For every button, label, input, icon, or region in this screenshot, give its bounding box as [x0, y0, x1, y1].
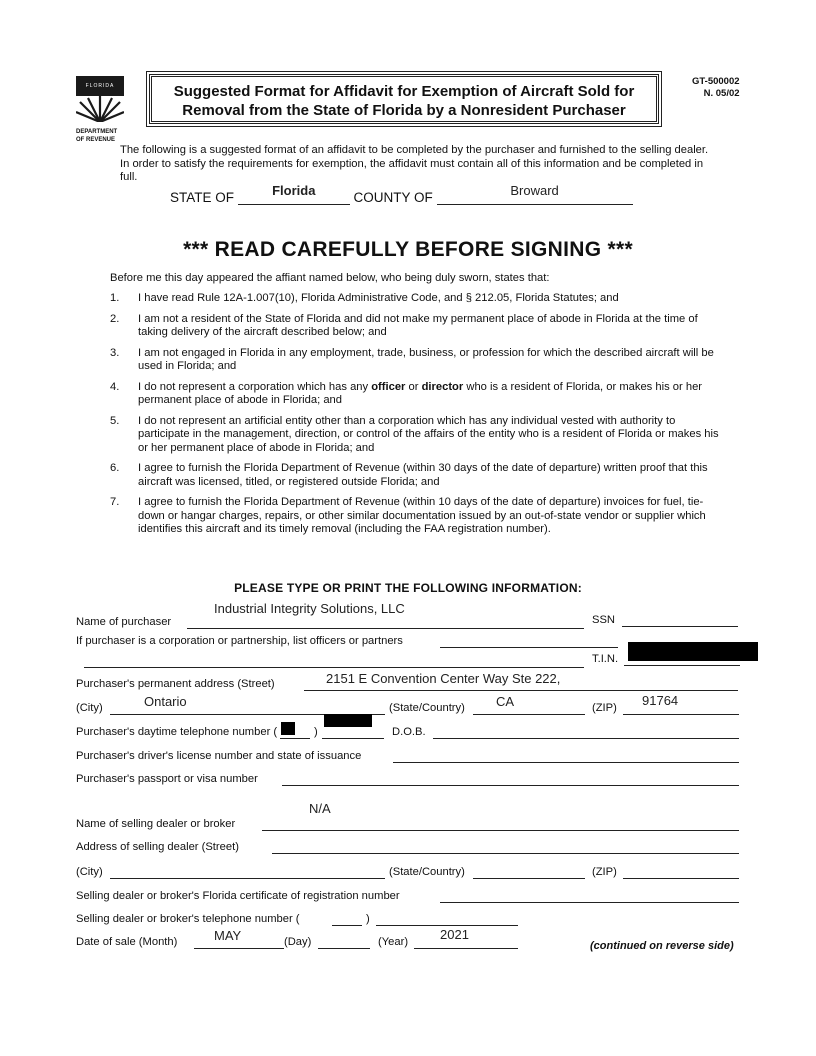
- state-county-row: [170, 183, 633, 205]
- purchaser-phone-field[interactable]: [322, 738, 384, 739]
- sworn-statement-intro: Before me this day appeared the affiant named below, who being duly sworn, states that:: [110, 272, 550, 284]
- passport-field[interactable]: [282, 785, 739, 786]
- dob-label: D.O.B.: [392, 726, 426, 738]
- dob-field[interactable]: [433, 738, 739, 739]
- logo-dept-line2: OF REVENUE: [76, 137, 116, 143]
- item-number: 3.: [110, 346, 120, 359]
- affidavit-item: [110, 292, 730, 306]
- purchaser-address-label: Purchaser's permanent address (Street): [76, 678, 275, 690]
- dealer-address-field[interactable]: [272, 853, 739, 854]
- dealer-state-country-field[interactable]: [473, 878, 585, 879]
- dealer-address-label: Address of selling dealer (Street): [76, 841, 239, 853]
- dealer-phone-area-field[interactable]: [332, 925, 362, 926]
- item-number: 1.: [110, 292, 120, 304]
- continued-note: (continued on reverse side): [590, 940, 734, 952]
- purchaser-state-country-label: (State/Country): [389, 702, 465, 714]
- affidavit-item: [110, 462, 730, 489]
- officers-field[interactable]: [440, 647, 618, 648]
- dor-logo: [76, 76, 126, 144]
- title-line-1: Suggested Format for Affidavit for Exemption of Aircraft Sold for: [173, 83, 635, 100]
- intro-text: The following is a suggested format of an affidavit to be completed by the purchaser and furnished to the selling dealer. In order to satisfy the requirements for exemption, the affidavit must contain all of this information and be completed in full.: [120, 144, 709, 183]
- dealer-phone-close-paren: ): [366, 913, 370, 925]
- dealer-phone-label: Selling dealer or broker's telephone number (: [76, 913, 300, 925]
- purchaser-address-value: 2151 E Convention Center Way Ste 222,: [326, 671, 561, 686]
- item-number: 6.: [110, 462, 120, 474]
- date-month-field[interactable]: [194, 948, 284, 949]
- state-label: STATE OF: [170, 190, 234, 205]
- form-number: GT-500002: [692, 76, 740, 87]
- purchaser-city-label: (City): [76, 702, 103, 714]
- sunburst-icon: [76, 96, 124, 122]
- dealer-name-field[interactable]: [262, 830, 739, 831]
- dealer-state-country-label: (State/Country): [389, 866, 465, 878]
- officers-field-2[interactable]: [84, 667, 584, 668]
- purchaser-state-country-field[interactable]: [473, 714, 585, 715]
- title-line-2: Removal from the State of Florida by a Nonresident Purchaser: [182, 102, 626, 119]
- item-number: 7.: [110, 496, 120, 508]
- dealer-zip-field[interactable]: [623, 878, 739, 879]
- dealer-city-label: (City): [76, 866, 103, 878]
- dealer-zip-label: (ZIP): [592, 866, 617, 878]
- county-value: Broward: [510, 183, 559, 198]
- form-revision: N. 05/02: [703, 88, 740, 99]
- date-year-value: 2021: [440, 927, 469, 942]
- form-number-block: [692, 76, 740, 100]
- affidavit-item: [110, 381, 730, 408]
- purchaser-state-country-value: CA: [496, 694, 515, 709]
- item-text: I agree to furnish the Florida Department of Revenue (within 30 days of the date of departure) written proof that this aircraft was licensed, titled, or registered outside Florida; and: [138, 462, 708, 488]
- item-number: 4.: [110, 380, 120, 393]
- phone-number-redaction: [324, 714, 372, 727]
- item-number: 5.: [110, 414, 120, 427]
- ssn-field[interactable]: [622, 626, 738, 627]
- purchaser-zip-value: 91764: [642, 693, 679, 708]
- affidavit-item: [110, 415, 730, 456]
- dealer-cert-label: Selling dealer or broker's Florida certificate of registration number: [76, 890, 400, 902]
- passport-label: Purchaser's passport or visa number: [76, 773, 258, 785]
- item-text: I do not represent an artificial entity other than a corporation which has any individual vested with authority to participate in the management, direction, or control of the affairs of the entity who is a resident of Florida or makes his or her permanent place of abode in Florida; and: [138, 414, 719, 454]
- purchaser-city-value: Ontario: [144, 694, 187, 709]
- state-field[interactable]: [238, 183, 350, 205]
- read-carefully-heading: *** READ CAREFULLY BEFORE SIGNING ***: [183, 238, 633, 261]
- purchaser-name-value: Industrial Integrity Solutions, LLC: [214, 601, 405, 616]
- logo-florida-text: FLORIDA: [76, 76, 124, 96]
- item-text: I agree to furnish the Florida Department of Revenue (within 10 days of the date of departure) invoices for fuel, tie-down or hangar charges, repairs, or other similar documentation issued by an out-of-state vendor or supplier which identifies this aircraft and its timely removal (including the FAA registration number).: [138, 496, 706, 535]
- purchaser-address-field[interactable]: [304, 690, 738, 691]
- item-number: 2.: [110, 312, 120, 325]
- officers-label: If purchaser is a corporation or partnership, list officers or partners: [76, 635, 403, 647]
- ssn-label: SSN: [592, 614, 616, 626]
- purchaser-zip-label: (ZIP): [592, 702, 617, 714]
- emphasis-text: officer: [371, 380, 406, 393]
- emphasis-text: director: [421, 380, 464, 393]
- dealer-name-value: N/A: [309, 801, 331, 816]
- license-label: Purchaser's driver's license number and state of issuance: [76, 750, 362, 762]
- date-month-label: Date of sale (Month): [76, 936, 178, 948]
- dealer-cert-field[interactable]: [440, 902, 739, 903]
- purchaser-zip-field[interactable]: [623, 714, 739, 715]
- phone-area-redaction: [281, 722, 295, 735]
- purchaser-phone-area-field[interactable]: [280, 738, 310, 739]
- purchaser-name-label: Name of purchaser: [76, 616, 172, 628]
- date-day-field[interactable]: [318, 948, 370, 949]
- purchaser-name-field[interactable]: [187, 628, 584, 629]
- phone-close-paren: ): [314, 726, 318, 738]
- logo-dept-line1: DEPARTMENT: [76, 129, 118, 135]
- affidavit-item: [110, 496, 730, 537]
- state-value: Florida: [272, 183, 316, 198]
- tin-redaction: [628, 642, 758, 661]
- license-field[interactable]: [393, 762, 739, 763]
- affidavit-item: [110, 347, 730, 374]
- please-print-heading: PLEASE TYPE OR PRINT THE FOLLOWING INFORMATION:: [234, 581, 582, 595]
- affidavit-item: [110, 313, 730, 340]
- item-text: I do not represent a corporation which has any officer or director who is a resident of Florida, or makes his or her permanent place of abode in Florida; and: [138, 380, 703, 406]
- county-label: COUNTY OF: [353, 190, 433, 205]
- item-text: I am not engaged in Florida in any employment, trade, business, or profession for which the described aircraft will be used in Florida; and: [138, 346, 714, 372]
- dealer-phone-field[interactable]: [376, 925, 518, 926]
- purchaser-phone-label: Purchaser's daytime telephone number (: [76, 726, 278, 738]
- item-text: I am not a resident of the State of Florida and did not make my permanent place of abode in Florida at the time of taking delivery of the aircraft described below; and: [138, 312, 698, 338]
- tin-label: T.I.N.: [592, 653, 619, 665]
- date-year-label: (Year): [378, 936, 409, 948]
- date-year-field[interactable]: [414, 948, 518, 949]
- date-month-value: MAY: [214, 928, 242, 943]
- dealer-city-field[interactable]: [110, 878, 385, 879]
- dealer-name-label: Name of selling dealer or broker: [76, 818, 236, 830]
- item-text: I have read Rule 12A-1.007(10), Florida Administrative Code, and § 212.05, Florida Statutes; and: [138, 292, 619, 304]
- tin-field[interactable]: [624, 665, 740, 666]
- county-field[interactable]: [437, 183, 633, 205]
- date-day-label: (Day): [284, 936, 312, 948]
- affidavit-items: [110, 292, 730, 544]
- form-title: [149, 74, 659, 124]
